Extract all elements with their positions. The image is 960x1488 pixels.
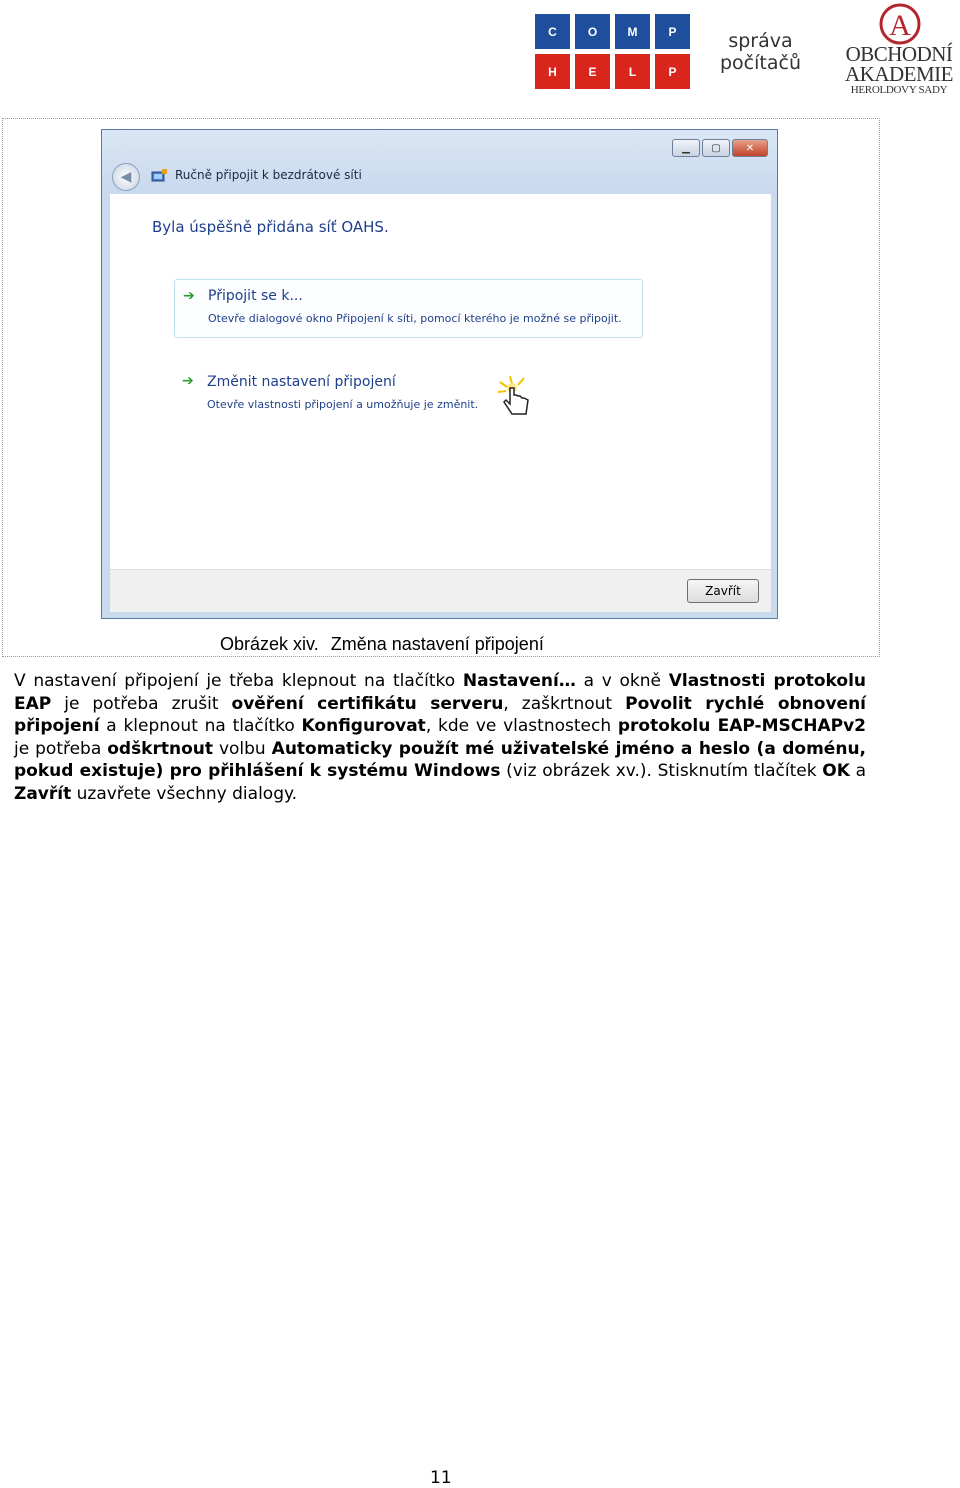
paragraph-text-run: , zaškrtnout [503, 693, 626, 714]
help-letter-e: E [575, 54, 610, 89]
dialog-footer [110, 569, 771, 612]
sprava-line2: počítačů [720, 52, 801, 74]
paragraph-bold-run: Povolit rychlé obnovení připojení [14, 693, 866, 737]
help-letter-h: H [535, 54, 570, 89]
back-arrow-icon[interactable]: ◀ [112, 163, 140, 191]
paragraph-bold-run: Nastavení… [462, 671, 576, 691]
paragraph-text-run: a klepnout na tlačítko [99, 716, 302, 737]
paragraph-text-run: uzavřete všechny dialogy. [71, 783, 298, 804]
paragraph-bold-run: odškrtnout [107, 738, 214, 759]
paragraph-bold-run: Automaticky použít mé uživatelské jméno a heslo (a doménu, pokud existuje) pro přihlášení k systému Windows [14, 738, 866, 782]
comp-letter-p: P [655, 14, 690, 49]
paragraph-bold-run: OK [822, 761, 850, 782]
close-button[interactable]: Zavřít [687, 579, 759, 603]
window-controls [672, 139, 768, 157]
comp-letter-c: C [535, 14, 570, 49]
paragraph-text-run: (viz obrázek xv.). Stisknutím tlačítek [500, 761, 823, 782]
paragraph-bold-run: protokolu EAP-MSCHAPv2 [617, 716, 867, 737]
oa-line2: AKADEMIE [845, 62, 953, 86]
paragraph-text-run: a v okně [575, 671, 669, 691]
oa-line1: OBCHODNÍ [845, 42, 953, 66]
paragraph-text-run: , kde ve vlastnostech [425, 716, 618, 737]
figure-caption [220, 634, 544, 655]
option1-title: Připojit se k... [208, 288, 303, 304]
page-number: 11 [430, 1468, 452, 1488]
change-settings-option[interactable] [174, 365, 494, 417]
close-icon[interactable]: ✕ [732, 139, 768, 157]
oa-logo-letter: A [889, 9, 911, 42]
success-headline: Byla úspěšně přidána síť OAHS. [152, 218, 389, 236]
paragraph-text-run: je potřeba [14, 738, 108, 759]
comp-letter-o: O [575, 14, 610, 49]
option2-description: Otevře vlastnosti připojení a umožňuje je změnit. [207, 398, 479, 411]
option2-title: Změnit nastavení připojení [207, 374, 396, 390]
paragraph-text-run: V nastavení připojení je třeba klepnout na tlačítko [14, 671, 463, 691]
comp-letter-m: M [615, 14, 650, 49]
instruction-paragraph [14, 670, 866, 806]
caption-text: Změna nastavení připojení [330, 634, 544, 654]
sprava-line1: správa [728, 30, 793, 52]
connect-to-option[interactable] [174, 279, 643, 338]
dialog-screenshot [101, 129, 778, 619]
paragraph-text-run: a [849, 761, 866, 782]
help-letter-l: L [615, 54, 650, 89]
maximize-icon[interactable]: ▢ [702, 139, 730, 157]
green-arrow-icon: ➔ [183, 288, 195, 304]
comp-help-logo [535, 14, 690, 89]
caption-label: Obrázek xiv. [220, 634, 319, 654]
hand-cursor-icon [496, 374, 536, 420]
paragraph-bold-run: Zavřít [14, 783, 72, 804]
paragraph-bold-run: Vlastnosti protokolu EAP [14, 671, 867, 714]
help-letter-p: P [655, 54, 690, 89]
obchodni-akademie-text [838, 44, 960, 96]
wireless-network-icon [150, 168, 168, 184]
minimize-icon[interactable]: ▁ [672, 139, 700, 157]
paragraph-bold-run: ověření certifikátu serveru [231, 693, 504, 714]
dialog-content [110, 194, 771, 569]
green-arrow-icon: ➔ [182, 373, 194, 389]
option1-description: Otevře dialogové okno Připojení k síti, pomocí kterého je možné se připojit. [208, 312, 622, 325]
sprava-pocitacu-logo [720, 30, 801, 74]
paragraph-text-run: volbu [213, 738, 272, 759]
window-title: Ručně připojit k bezdrátové síti [175, 168, 362, 182]
paragraph-bold-run: Konfigurovat [301, 716, 426, 737]
paragraph-text-run: je potřeba zrušit [51, 693, 232, 714]
oa-line3: HEROLDOVY SADY [850, 84, 948, 96]
